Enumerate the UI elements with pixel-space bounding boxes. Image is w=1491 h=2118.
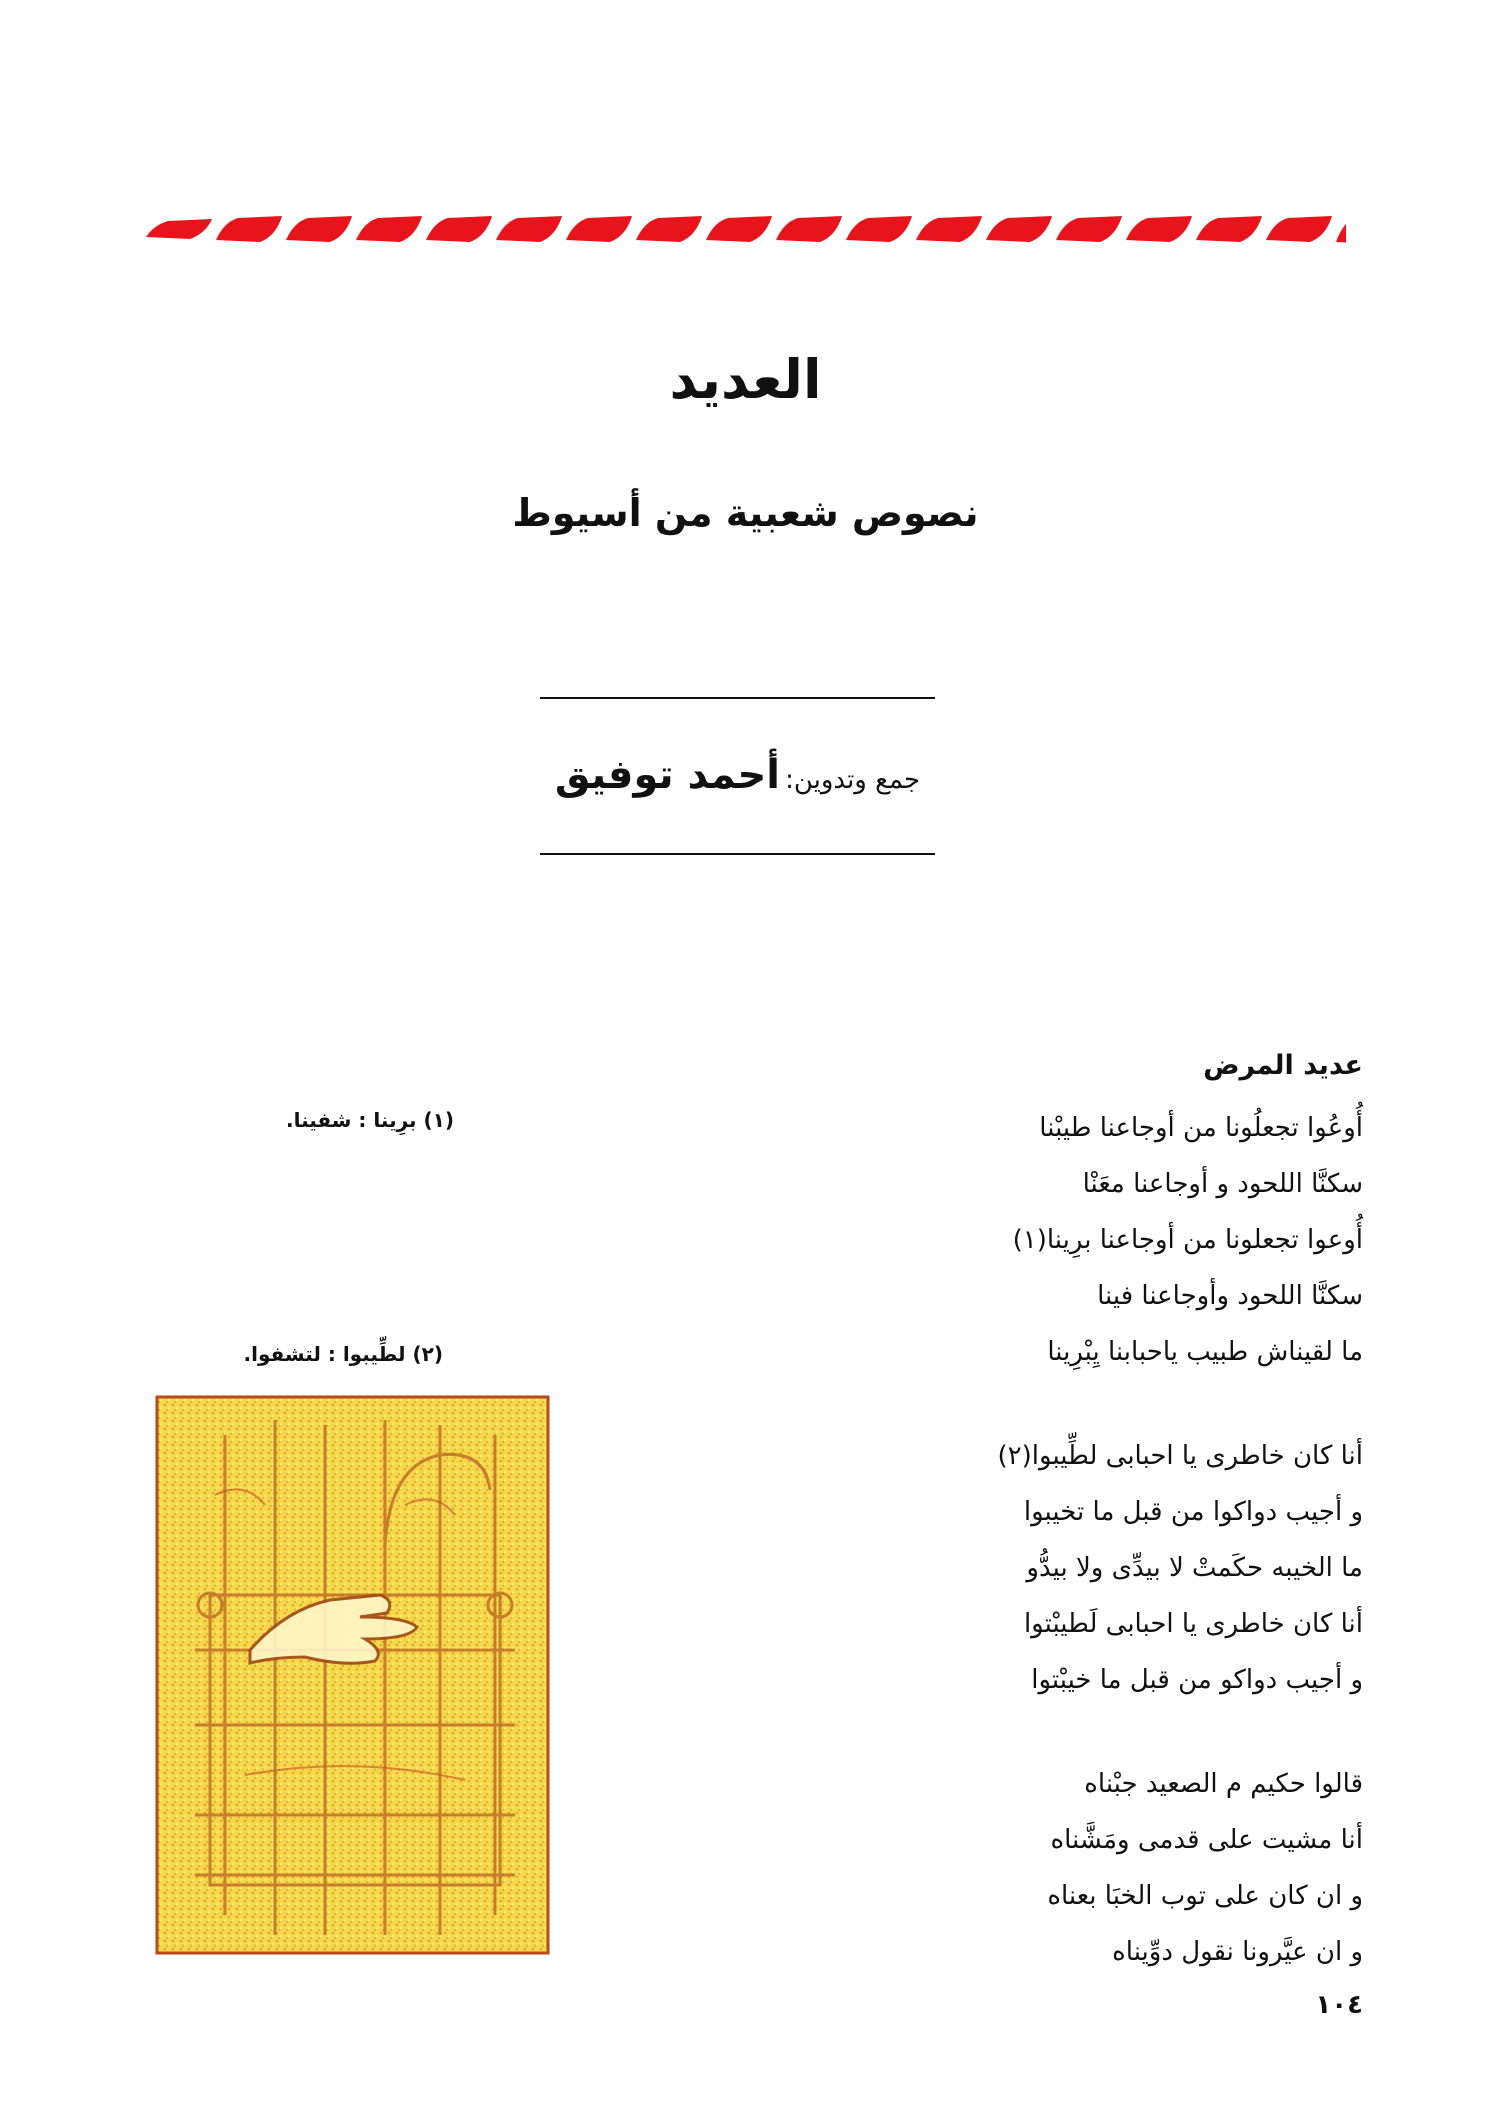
decorative-ribbon-border — [146, 205, 1346, 253]
poem-heading: عديد المرض — [1203, 1050, 1363, 1081]
ribbon-segment — [1196, 216, 1262, 242]
stanza — [943, 1100, 1363, 1380]
verse-line: سكنَّا اللحود و أوجاعنا معَنْا — [1082, 1169, 1363, 1199]
page-number: ١٠٤ — [1315, 1990, 1363, 2020]
page-title: العديد — [669, 348, 822, 411]
verse-line: أنا كان خاطرى يا احبابى لطِّيبوا(٢) — [997, 1441, 1363, 1471]
ribbon-segment — [636, 216, 702, 242]
ribbon-segment — [1126, 216, 1192, 242]
verse-line: أُوعوا تجعلونا من أوجاعنا برِينا(١) — [1012, 1225, 1363, 1255]
verse-line: ما لقيناش طبيب ياحبابنا يِبْرِينا — [1047, 1337, 1363, 1367]
author-credit — [540, 752, 935, 798]
ribbon-segment — [846, 216, 912, 242]
footnote: (٢) لطِّيبوا : لتشفوا. — [243, 1342, 443, 1366]
ribbon-segment — [916, 216, 982, 242]
divider-top — [540, 697, 935, 699]
verse-line: و ان عيَّرونا نقول دوِّيناه — [1112, 1937, 1363, 1967]
ribbon-segment — [566, 216, 632, 242]
verse-line: قالوا حكيم م الصعيد جبْناه — [1084, 1769, 1363, 1799]
stanza — [943, 1756, 1363, 1980]
ribbon-segment — [986, 216, 1052, 242]
ribbon-segment — [706, 216, 772, 242]
verse-line: و أجيب دواكو من قبل ما خيبْتوا — [1031, 1665, 1363, 1695]
ribbon-segment — [356, 216, 422, 242]
ribbon-segment — [286, 216, 352, 242]
verse-line: أنا مشيت على قدمى ومَشَّناه — [1050, 1825, 1363, 1855]
ribbon-segment — [426, 216, 492, 242]
ribbon-segment — [146, 219, 212, 239]
poem-block — [943, 1040, 1363, 2028]
ribbon-segment — [1336, 214, 1346, 244]
verse-line: أُوعُوا تجعلُونا من أوجاعنا طيبْنا — [1039, 1113, 1363, 1143]
verse-line: سكنَّا اللحود وأوجاعنا فينا — [1097, 1281, 1363, 1311]
hand-on-gate-illustration — [155, 1395, 550, 1955]
ribbon-segment — [216, 216, 282, 242]
verse-line: أنا كان خاطرى يا احبابى لَطيبْتوا — [1023, 1609, 1363, 1639]
verse-line: و ان كان على توب الخبَا بعناه — [1047, 1881, 1363, 1911]
divider-bottom — [540, 853, 935, 855]
ribbon-segment — [496, 216, 562, 242]
ribbon-segment — [1266, 216, 1332, 242]
author-label: جمع وتدوين: — [785, 765, 921, 795]
page-subtitle: نصوص شعبية من أسيوط — [512, 491, 979, 535]
footnote: (١) برِينا : شفينا. — [285, 1108, 454, 1132]
ribbon-segment — [776, 216, 842, 242]
author-name: أحمد توفيق — [554, 752, 780, 798]
ribbon-segment — [1056, 216, 1122, 242]
stanza — [943, 1428, 1363, 1708]
verse-line: ما الخيبه حكَمتْ لا بيدِّى ولا بيدُّو — [1026, 1553, 1363, 1583]
verse-line: و أجيب دواكوا من قبل ما تخيبوا — [1023, 1497, 1363, 1527]
